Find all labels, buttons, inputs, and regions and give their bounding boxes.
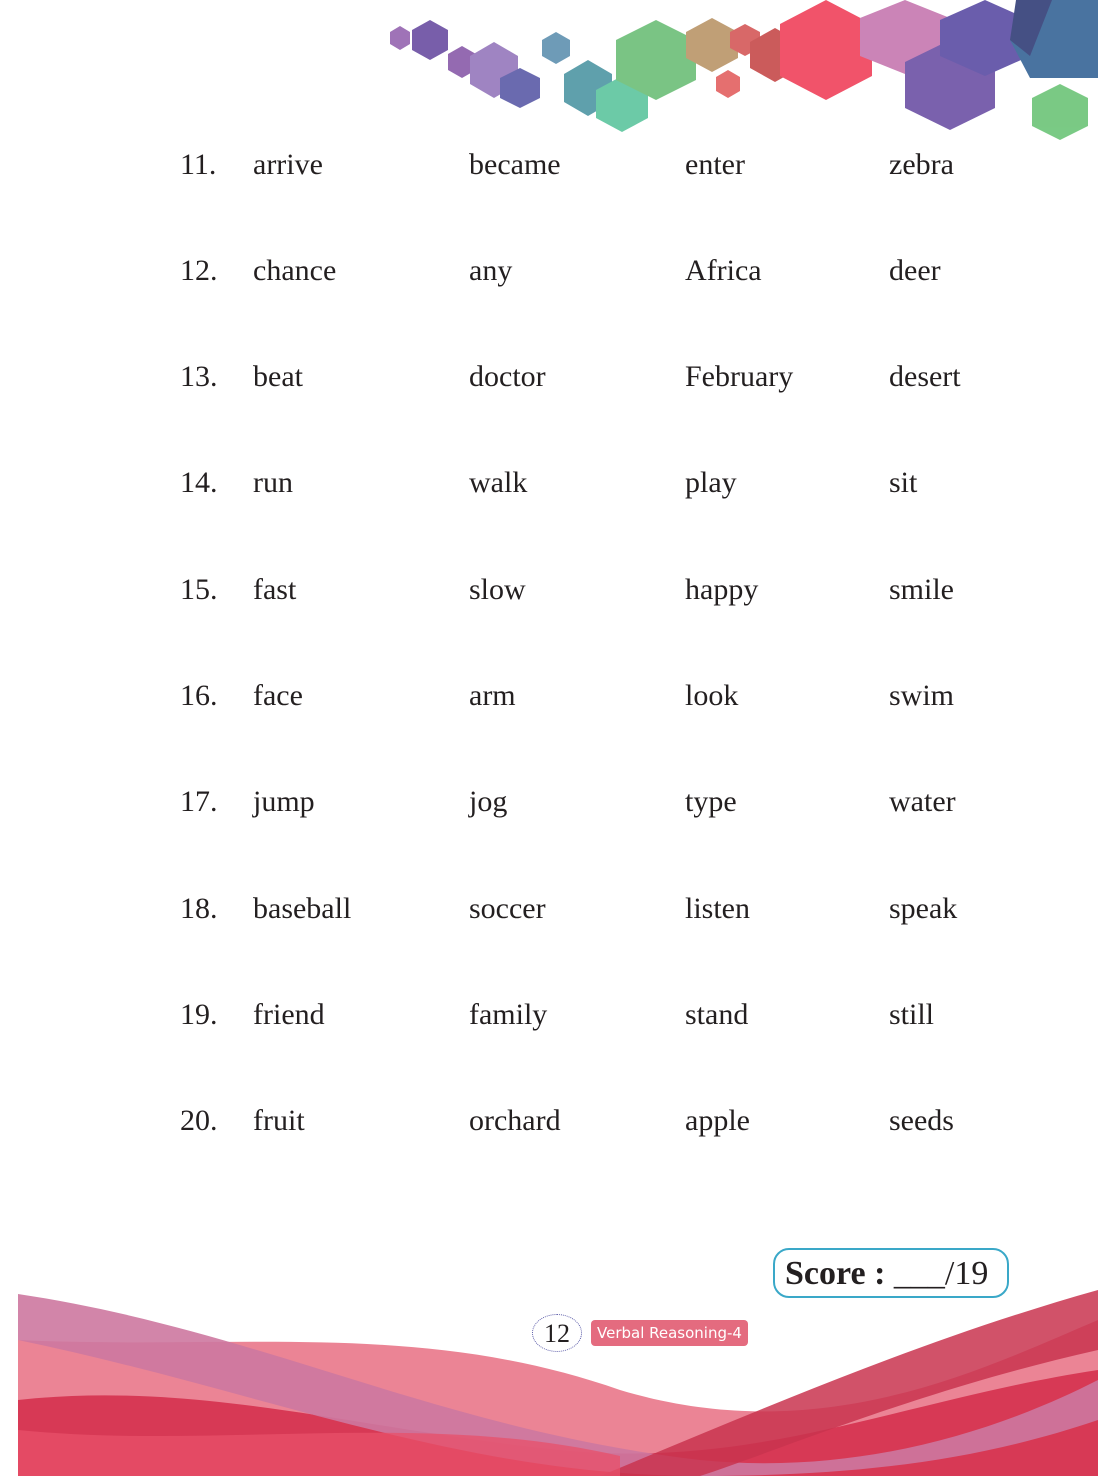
word-option[interactable]: family <box>469 998 548 1031</box>
word-option[interactable]: fruit <box>253 1104 305 1137</box>
score-total: /19 <box>944 1255 989 1292</box>
word-option[interactable]: desert <box>889 360 961 393</box>
score-label: Score : <box>785 1255 886 1292</box>
question-row-11 <box>0 145 1116 185</box>
question-row-17 <box>0 782 1116 822</box>
hexagon-decoration <box>0 0 1116 150</box>
word-option[interactable]: still <box>889 998 935 1031</box>
word-option[interactable]: February <box>685 360 794 393</box>
word-option[interactable]: listen <box>685 892 750 925</box>
wave-decoration <box>0 1280 1116 1476</box>
question-row-20 <box>0 1101 1116 1141</box>
word-option[interactable]: baseball <box>253 892 352 925</box>
question-number: 20. <box>180 1104 218 1137</box>
word-option[interactable]: apple <box>685 1104 750 1137</box>
question-number: 18. <box>180 892 218 925</box>
question-number: 11. <box>180 148 217 181</box>
question-number: 13. <box>180 360 218 393</box>
score-box <box>773 1248 1009 1298</box>
question-row-13 <box>0 357 1116 397</box>
word-option[interactable]: chance <box>253 254 337 287</box>
word-option[interactable]: soccer <box>469 892 546 925</box>
word-option[interactable]: stand <box>685 998 749 1031</box>
word-option[interactable]: doctor <box>469 360 546 393</box>
word-option[interactable]: enter <box>685 148 745 181</box>
word-option[interactable]: any <box>469 254 513 287</box>
word-option[interactable]: slow <box>469 573 526 606</box>
question-row-12 <box>0 251 1116 291</box>
word-option[interactable]: beat <box>253 360 303 393</box>
question-number: 12. <box>180 254 218 287</box>
word-option[interactable]: walk <box>469 466 528 499</box>
word-option[interactable]: arrive <box>253 148 323 181</box>
question-row-18 <box>0 889 1116 929</box>
word-option[interactable]: jump <box>253 785 315 818</box>
word-option[interactable]: seeds <box>889 1104 954 1137</box>
word-option[interactable]: Africa <box>685 254 762 287</box>
score-blank[interactable]: ___ <box>893 1255 945 1292</box>
word-option[interactable]: speak <box>889 892 958 925</box>
page-number: 12 <box>532 1314 582 1352</box>
word-option[interactable]: fast <box>253 573 297 606</box>
question-number: 17. <box>180 785 218 818</box>
word-option[interactable]: arm <box>469 679 516 712</box>
word-option[interactable]: type <box>685 785 737 818</box>
question-number: 16. <box>180 679 218 712</box>
book-title-badge: Verbal Reasoning-4 <box>591 1320 748 1346</box>
word-option[interactable]: became <box>469 148 561 181</box>
question-row-19 <box>0 995 1116 1035</box>
word-option[interactable]: smile <box>889 573 954 606</box>
word-option[interactable]: orchard <box>469 1104 561 1137</box>
question-row-15 <box>0 570 1116 610</box>
word-option[interactable]: run <box>253 466 293 499</box>
question-number: 14. <box>180 466 218 499</box>
word-option[interactable]: sit <box>889 466 918 499</box>
word-option[interactable]: friend <box>253 998 325 1031</box>
word-option[interactable]: deer <box>889 254 941 287</box>
question-row-16 <box>0 676 1116 716</box>
question-number: 15. <box>180 573 218 606</box>
word-option[interactable]: face <box>253 679 303 712</box>
word-option[interactable]: happy <box>685 573 759 606</box>
word-option[interactable]: jog <box>469 785 508 818</box>
word-option[interactable]: play <box>685 466 737 499</box>
word-option[interactable]: look <box>685 679 739 712</box>
word-option[interactable]: swim <box>889 679 955 712</box>
question-row-14 <box>0 463 1116 503</box>
question-number: 19. <box>180 998 218 1031</box>
word-option[interactable]: water <box>889 785 956 818</box>
word-option[interactable]: zebra <box>889 148 954 181</box>
